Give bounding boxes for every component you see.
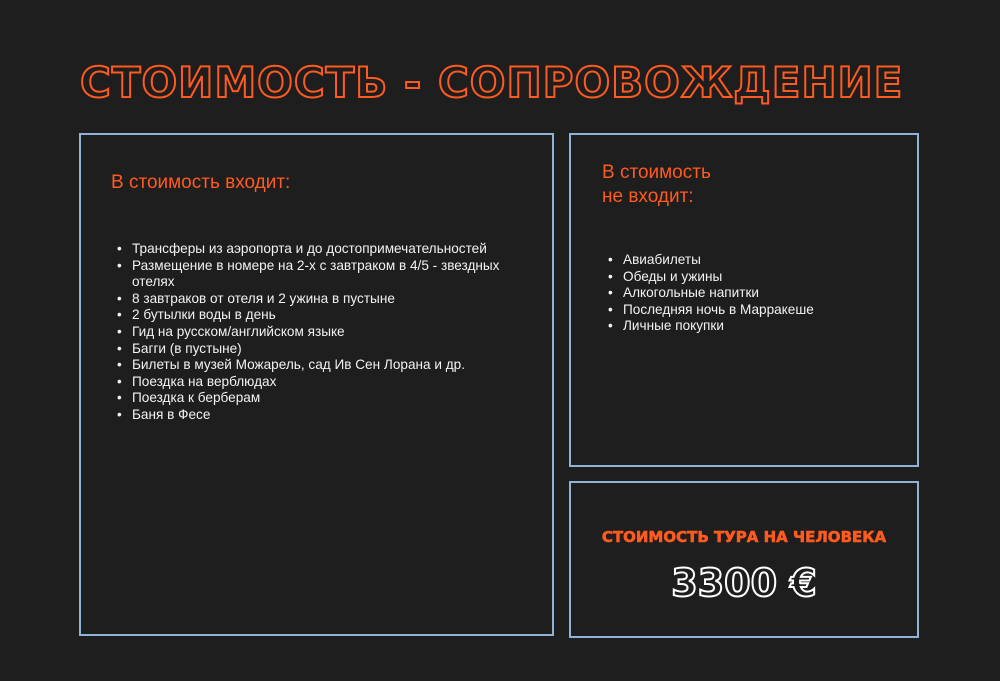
page-title: СТОИМОСТЬ - СОПРОВОЖДЕНИЕ (80, 58, 904, 107)
list-item: • Билеты в музей Можарель, сад Ив Сен Лорана и др. (117, 357, 527, 374)
list-item: • Багги (в пустыне) (117, 341, 527, 358)
list-item: • Баня в Фесе (117, 407, 527, 424)
included-heading: В стоимость входит: (111, 172, 291, 193)
list-item: • Поездка на верблюдах (117, 374, 527, 391)
list-item: • Обеды и ужины (608, 269, 908, 286)
list-item: • Трансферы из аэропорта и до достопримечательностей (117, 241, 527, 258)
excluded-list (608, 252, 908, 335)
list-item: • Алкогольные напитки (608, 285, 908, 302)
list-item: • 8 завтраков от отеля и 2 ужина в пустыне (117, 291, 527, 308)
price-label: СТОИМОСТЬ ТУРА НА ЧЕЛОВЕКА (601, 528, 887, 546)
excluded-heading-line1: В стоимость (602, 162, 711, 183)
list-item: • Авиабилеты (608, 252, 908, 269)
list-item: • Последняя ночь в Марракеше (608, 302, 908, 319)
excluded-heading-line2: не входит: (602, 186, 694, 207)
list-item: • 2 бутылки воды в день (117, 307, 527, 324)
included-list (117, 241, 527, 424)
list-item: • Личные покупки (608, 318, 908, 335)
included-panel (79, 133, 554, 636)
list-item: • Размещение в номере на 2-х с завтраком в 4/5 - звездных отелях (117, 258, 527, 291)
price-panel (569, 481, 919, 638)
list-item: • Гид на русском/английском языке (117, 324, 527, 341)
excluded-heading (602, 161, 711, 209)
list-item: • Поездка к берберам (117, 390, 527, 407)
price-value: 3300 € (671, 561, 817, 605)
excluded-panel (569, 133, 919, 467)
